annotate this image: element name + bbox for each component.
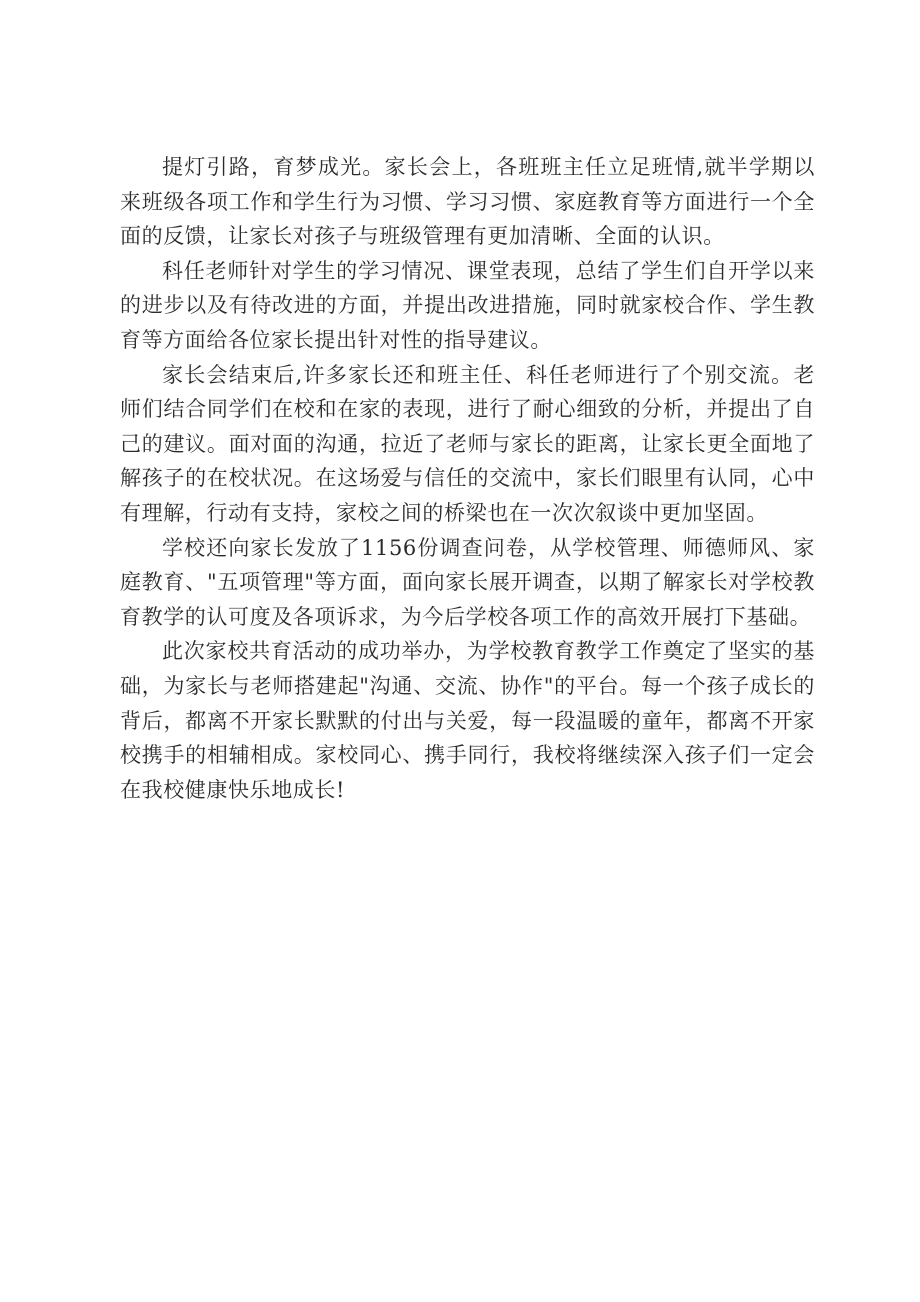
paragraph-subject-teachers: 科任老师针对学生的学习情况、课堂表现，总结了学生们自开学以来的进步以及有待改进的方面，并提出改进措施，同时就家校合作、学生教育等方面给各位家长提出针对性的指导建议。	[120, 258, 815, 352]
paragraph-parent-meeting-feedback: 提灯引路，育梦成光。家长会上，各班班主任立足班情,就半学期以来班级各项工作和学生行为习惯、学习习惯、家庭教育等方面进行一个全面的反馈，让家长对孩子与班级管理有更加清晰、全面的认识。	[120, 155, 815, 249]
document-body	[120, 150, 815, 807]
paragraph-conclusion: 此次家校共育活动的成功举办，为学校教育教学工作奠定了坚实的基础，为家长与老师搭建起"沟通、交流、协作"的平台。每一个孩子成长的背后，都离不开家长默默的付出与关爱，每一段温暖的童年，都离不开家校携手的相辅相成。家校同心、携手同行，我校将继续深入孩子们一定会在我校健康快乐地成长!	[120, 639, 815, 802]
paragraph-questionnaire: 学校还向家长发放了1156份调查问卷，从学校管理、师德师风、家庭教育、"五项管理"等方面，面向家长展开调查，以期了解家长对学校教育教学的认可度及各项诉求，为今后学校各项工作的高效开展打下基础。	[120, 535, 815, 629]
paragraph-individual-exchange: 家长会结束后,许多家长还和班主任、科任老师进行了个别交流。老师们结合同学们在校和在家的表现，进行了耐心细致的分析，并提出了自己的建议。面对面的沟通，拉近了老师与家长的距离，让家长更全面地了解孩子的在校状况。在这场爱与信任的交流中，家长们眼里有认同，心中有理解，行动有支持，家校之间的桥梁也在一次次叙谈中更加坚固。	[120, 362, 815, 525]
